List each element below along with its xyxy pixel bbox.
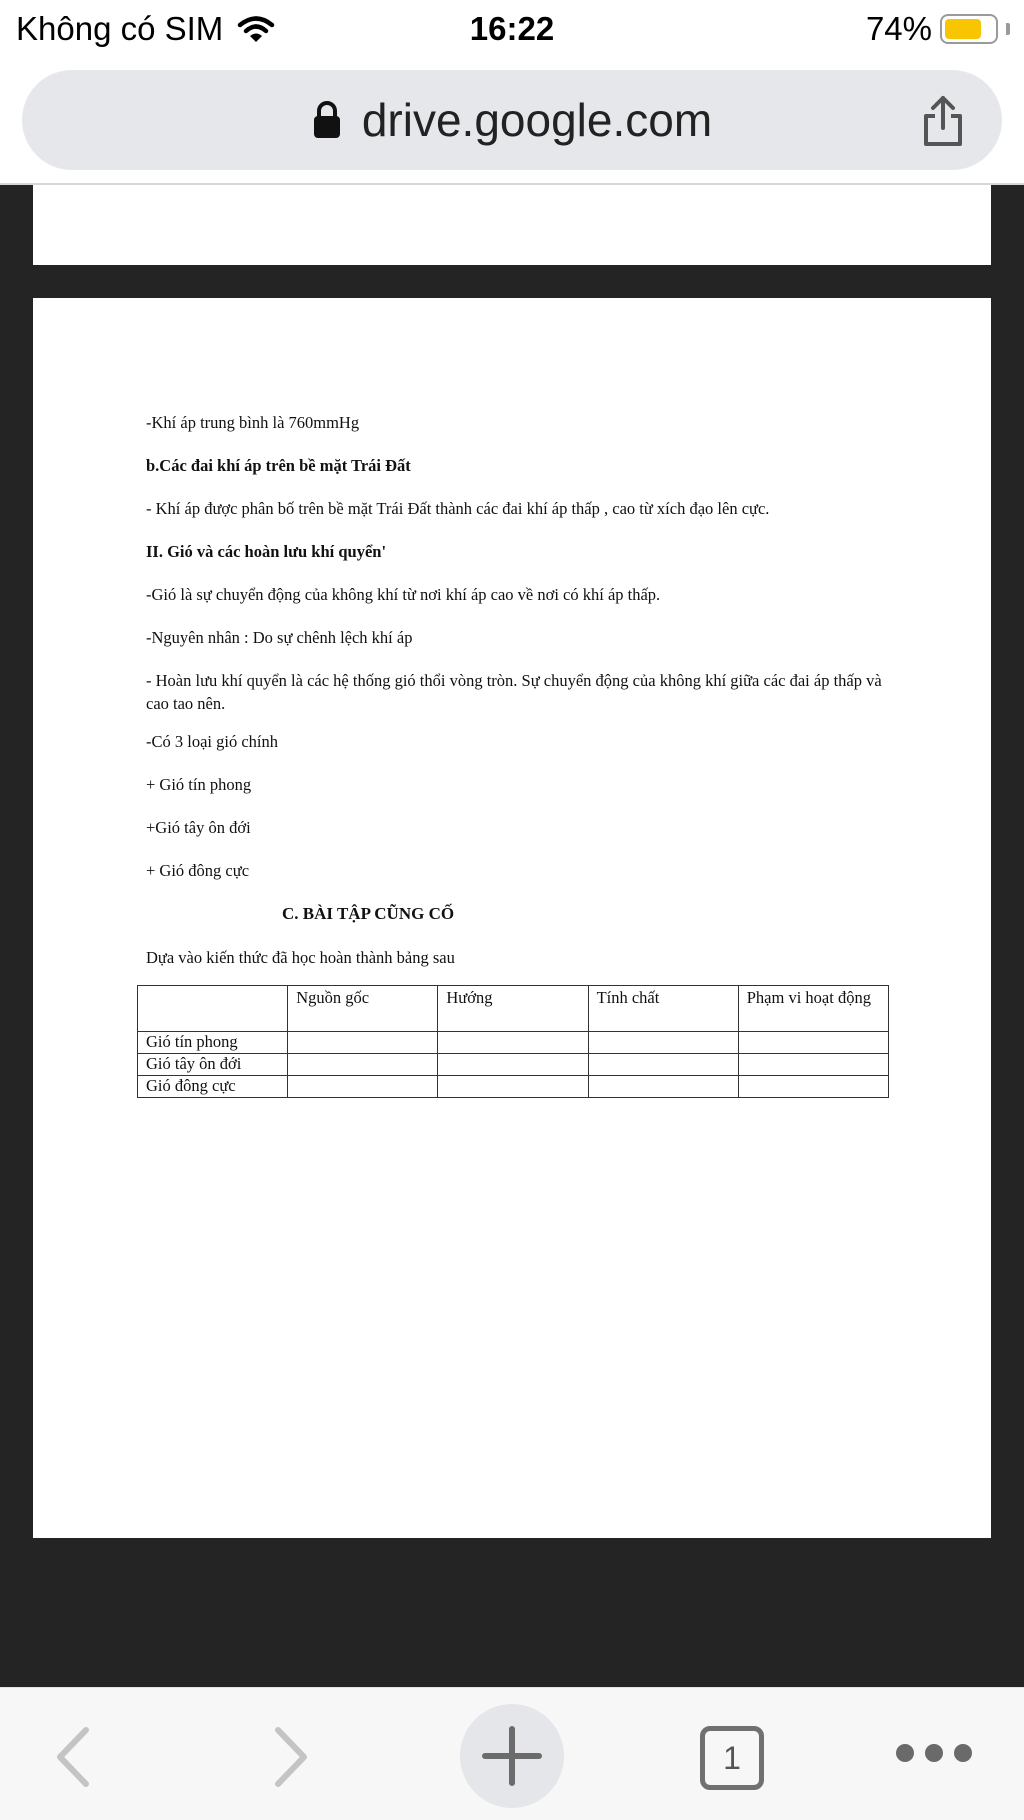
document-content bbox=[146, 411, 906, 1098]
carrier-label: Không có SIM bbox=[16, 10, 224, 47]
new-tab-button[interactable] bbox=[460, 1704, 564, 1808]
more-dot bbox=[925, 1744, 943, 1762]
table-header: Phạm vi hoạt động bbox=[738, 985, 888, 1031]
document-viewer[interactable] bbox=[0, 185, 1024, 1687]
status-bar bbox=[0, 0, 1024, 58]
more-icon[interactable] bbox=[896, 1744, 972, 1768]
exercise-table bbox=[137, 985, 889, 1098]
table-cell bbox=[738, 1075, 888, 1097]
more-dot bbox=[896, 1744, 914, 1762]
doc-line: Dựa vào kiến thức đã học hoàn thành bảng sau bbox=[146, 947, 455, 967]
doc-line: - Khí áp được phân bố trên bề mặt Trái Đất thành các đai khí áp thấp , cao từ xích đạo lên cực. bbox=[146, 498, 770, 518]
table-row-label: Gió tín phong bbox=[138, 1031, 288, 1053]
table-row bbox=[138, 1075, 889, 1097]
doc-line: -Có 3 loại gió chính bbox=[146, 732, 278, 752]
bottom-toolbar bbox=[0, 1687, 1024, 1820]
doc-line: -Gió là sự chuyển động của không khí từ nơi khí áp cao về nơi có khí áp thấp. bbox=[146, 584, 661, 604]
table-cell bbox=[738, 1031, 888, 1053]
table-cell bbox=[438, 1053, 588, 1075]
doc-line: -Nguyên nhân : Do sự chênh lệch khí áp bbox=[146, 627, 413, 647]
battery-level bbox=[945, 19, 981, 39]
plus-icon bbox=[481, 1725, 543, 1787]
table-row-label: Gió đông cực bbox=[138, 1075, 288, 1097]
table-cell bbox=[738, 1053, 888, 1075]
doc-line: +Gió tây ôn đới bbox=[146, 818, 251, 838]
table-cell bbox=[438, 1075, 588, 1097]
table-cell bbox=[588, 1075, 738, 1097]
chevron-right-icon[interactable] bbox=[270, 1724, 314, 1790]
table-header bbox=[138, 985, 288, 1031]
lock-icon bbox=[312, 100, 342, 140]
doc-subheading: b.Các đai khí áp trên bề mặt Trái Đất bbox=[146, 455, 411, 475]
url-text[interactable]: drive.google.com bbox=[361, 94, 713, 146]
table-cell bbox=[588, 1031, 738, 1053]
document-page bbox=[33, 298, 991, 1538]
previous-page bbox=[33, 185, 991, 265]
doc-heading: II. Gió và các hoàn lưu khí quyển' bbox=[146, 541, 387, 561]
chevron-left-icon[interactable] bbox=[50, 1724, 94, 1790]
table-header-row bbox=[138, 985, 889, 1031]
table-row bbox=[138, 1053, 889, 1075]
battery-status bbox=[866, 10, 1010, 48]
exercise-heading: C. BÀI TẬP CŨNG CỐ bbox=[282, 904, 455, 924]
table-header: Tính chất bbox=[588, 985, 738, 1031]
table-header: Nguồn gốc bbox=[288, 985, 438, 1031]
table-cell bbox=[288, 1031, 438, 1053]
tab-count: 1 bbox=[723, 1739, 741, 1776]
doc-line: - Hoàn lưu khí quyển là các hệ thống gió thổi vòng tròn. Sự chuyển động của không khí giữa các đai áp thấp và cao tao nên. bbox=[146, 670, 882, 714]
doc-line: -Khí áp trung bình là 760mmHg bbox=[146, 413, 360, 432]
doc-line: + Gió đông cực bbox=[146, 861, 250, 881]
battery-icon bbox=[940, 14, 998, 44]
tabs-button[interactable] bbox=[700, 1726, 764, 1790]
table-cell bbox=[588, 1053, 738, 1075]
battery-tip bbox=[1006, 23, 1010, 35]
table-header: Hướng bbox=[438, 985, 588, 1031]
table-row bbox=[138, 1031, 889, 1053]
address-bar[interactable] bbox=[22, 70, 1002, 170]
share-icon[interactable] bbox=[920, 94, 966, 148]
more-dot bbox=[954, 1744, 972, 1762]
table-cell bbox=[288, 1053, 438, 1075]
table-row-label: Gió tây ôn đới bbox=[138, 1053, 288, 1075]
clock: 16:22 bbox=[469, 10, 555, 47]
table-cell bbox=[288, 1075, 438, 1097]
battery-percent: 74% bbox=[865, 10, 932, 47]
table-cell bbox=[438, 1031, 588, 1053]
doc-line: + Gió tín phong bbox=[146, 775, 252, 795]
